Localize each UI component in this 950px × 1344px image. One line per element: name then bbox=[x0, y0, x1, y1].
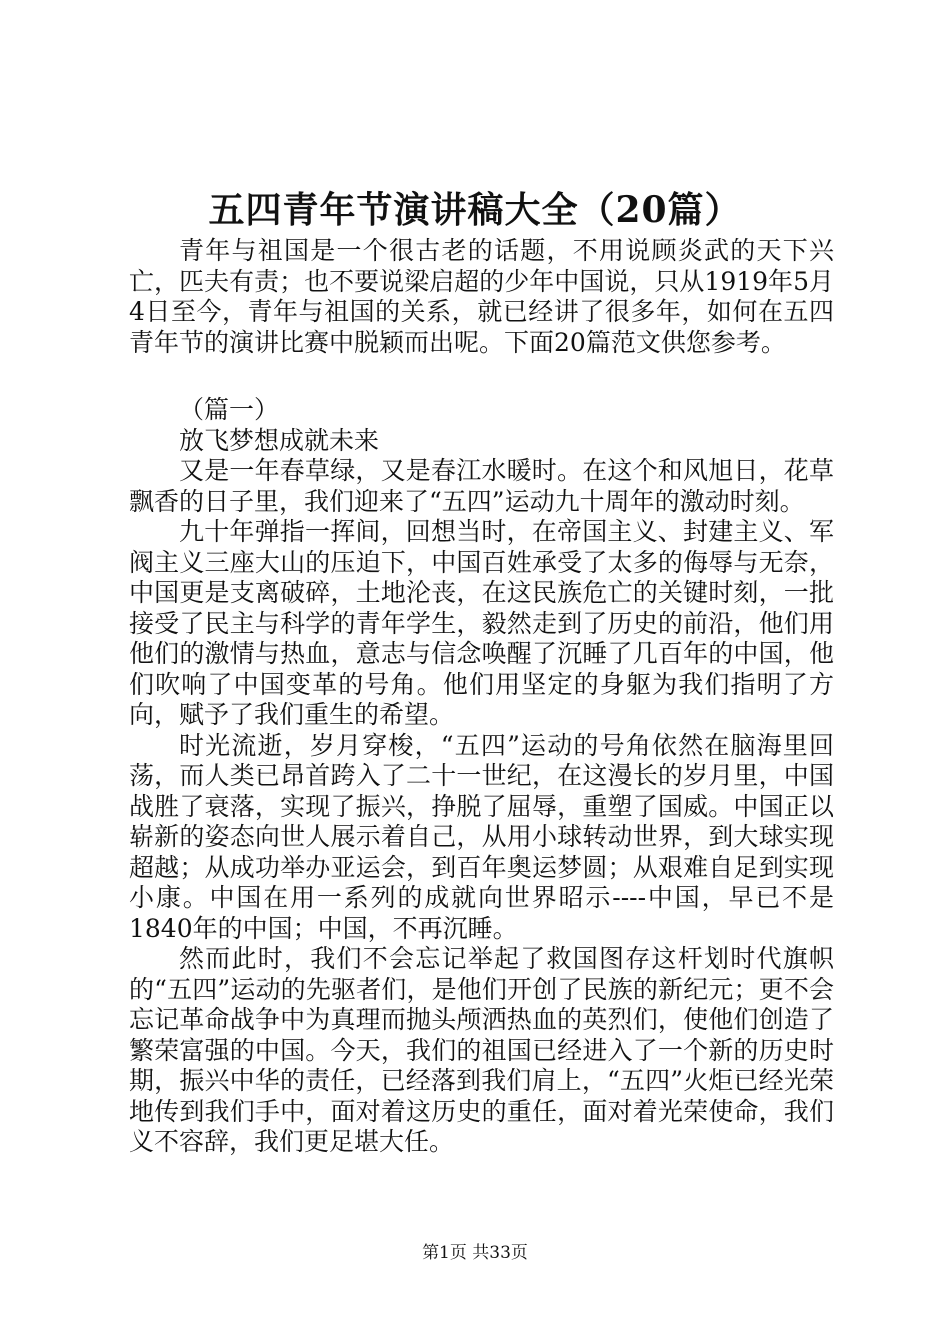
document-body bbox=[129, 236, 834, 1158]
section-title: 放飞梦想成就未来 bbox=[179, 425, 380, 455]
page-footer: 第1页 共33页 bbox=[422, 1243, 528, 1263]
body-paragraph-4: 然而此时，我们不会忘记举起了救国图存这杆划时代旗帜的“五四”运动的先驱者们，是他们开创了民族的新纪元；更不会忘记革命战争中为真理而抛头颅洒热血的英烈们，使他们创造了繁荣富强的中国。今天，我们的祖国已经进入了一个新的历史时期，振兴中华的责任，已经落到我们肩上，“五四”火炬已经光荣地传到我们手中，面对着这历史的重任，面对着光荣使命，我们义不容辞，我们更足堪大任。 bbox=[129, 944, 834, 1156]
section-label: （篇一） bbox=[179, 395, 280, 424]
body-paragraph-1: 又是一年春草绿，又是春江水暖时。在这个和风旭日，花草飘香的日子里，我们迎来了“五四”运动九十周年的激动时刻。 bbox=[129, 456, 834, 516]
intro-paragraph: 青年与祖国是一个很古老的话题，不用说顾炎武的天下兴亡，匹夫有责；也不要说梁启超的少年中国说，只从1919年5月4日至今，青年与祖国的关系，就已经讲了很多年，如何在五四青年节的演讲比赛中脱颖而出呢。下面20篇范文供您参考。 bbox=[129, 236, 834, 357]
body-paragraph-3: 时光流逝，岁月穿梭，“五四”运动的号角依然在脑海里回荡，而人类已昂首跨入了二十一世纪，在这漫长的岁月里，中国战胜了衰落，实现了振兴，挣脱了屈辱，重塑了国威。中国正以崭新的姿态向世人展示着自己，从用小球转动世界，到大球实现超越；从成功举办亚运会，到百年奥运梦圆；从艰难自足到实现小康。中国在用一系列的成就向世界昭示----中国，早已不是1840年的中国；中国，不再沉睡。 bbox=[129, 730, 834, 943]
paragraph-spacer bbox=[129, 358, 834, 395]
body-paragraph-2: 九十年弹指一挥间，回想当时，在帝国主义、封建主义、军阀主义三座大山的压迫下，中国百姓承受了太多的侮辱与无奈，中国更是支离破碎，土地沦丧，在这民族危亡的关键时刻，一批接受了民主与科学的青年学生，毅然走到了历史的前沿，他们用他们的激情与热血，意志与信念唤醒了沉睡了几百年的中国，他们吹响了中国变革的号角。他们用坚定的身躯为我们指明了方向，赋予了我们重生的希望。 bbox=[129, 517, 834, 729]
document-title: 五四青年节演讲稿大全（20篇） bbox=[208, 189, 742, 231]
